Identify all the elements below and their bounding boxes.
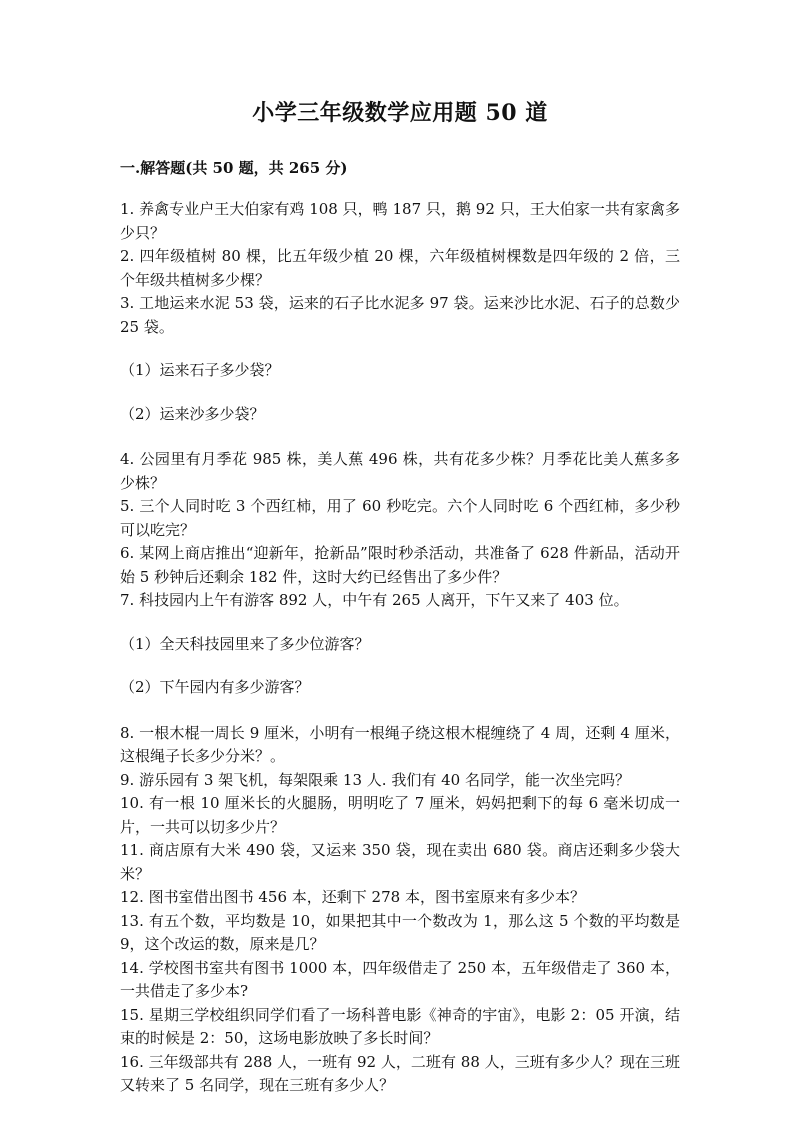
question-7-part-2: （2）下午园内有多少游客？ [120, 678, 310, 696]
question-12: 12. 图书室借出图书 456 本，还剩下 278 本，图书室原来有多少本？ [120, 888, 585, 906]
question-15: 15. 星期三学校组织同学们看了一场科普电影《神奇的宇宙》，电影 2：05 开演，结束的时候是 2：50，这场电影放映了多长时间？ [120, 1005, 680, 1047]
question-14: 14. 学校图书室共有图书 1000 本，四年级借走了 250 本，五年级借走了 360 本，一共借走了多少本? [120, 958, 680, 1000]
section-heading: 一.解答题(共 50 题，共 265 分) [120, 159, 348, 177]
question-8: 8. 一根木棍一周长 9 厘米，小明有一根绳子绕这根木棍缠绕了 4 周，还剩 4 厘米，这根绳子长多少分米？。 [120, 723, 680, 765]
question-7-part-1: （1）全天科技园里来了多少位游客？ [120, 634, 370, 653]
question-1: 1. 养禽专业户王大伯家有鸡 108 只，鸭 187 只，鹅 92 只，王大伯家一共有家禽多少只？ [120, 200, 680, 242]
question-16: 16. 三年级部共有 288 人，一班有 92 人，二班有 88 人，三班有多少人？现在三班又转来了 5 名同学，现在三班有多少人？ [120, 1052, 680, 1094]
question-5: 5. 三个人同时吃 3 个西红柿，用了 60 秒吃完。六个人同时吃 6 个西红柿，多少秒可以吃完？ [120, 497, 680, 539]
question-13: 13. 有五个数，平均数是 10，如果把其中一个数改为 1，那么这 5 个数的平均数是 9，这个改运的数，原来是几？ [120, 911, 680, 953]
question-11: 11. 商店原有大米 490 袋，又运来 350 袋，现在卖出 680 袋。商店还剩多少袋大米？ [120, 841, 680, 883]
question-7: 7. 科技园内上午有游客 892 人，中午有 265 人离开，下午又来了 403 位。 [120, 591, 629, 609]
question-6: 6. 某网上商店推出“迎新年，抢新品”限时秒杀活动，共准备了 628 件新品，活动开始 5 秒钟后还剩余 182 件，这时大约已经售出了多少件？ [120, 544, 680, 586]
question-2: 2. 四年级植树 80 棵，比五年级少植 20 棵，六年级植树棵数是四年级的 2 倍，三个年级共植树多少棵？ [120, 247, 680, 289]
question-3: 3. 工地运来水泥 53 袋，运来的石子比水泥多 97 袋。运来沙比水泥、石子的总数少 25 袋。 [120, 294, 680, 336]
question-3-part-1: （1）运来石子多少袋？ [120, 361, 280, 379]
question-10: 10. 有一根 10 厘米长的火腿肠，明明吃了 7 厘米，妈妈把剩下的每 6 毫米切成一片，一共可以切多少片？ [120, 794, 680, 836]
question-3-part-2: （2）运来沙多少袋？ [120, 404, 265, 423]
question-4: 4. 公园里有月季花 985 株，美人蕉 496 株，共有花多少株？月季花比美人蕉多多少株？ [120, 450, 680, 492]
page-title: 小学三年级数学应用题 50 道 [252, 100, 548, 126]
question-9: 9. 游乐园有 3 架飞机，每架限乘 13 人. 我们有 40 名同学，能一次坐完吗？ [120, 770, 630, 789]
